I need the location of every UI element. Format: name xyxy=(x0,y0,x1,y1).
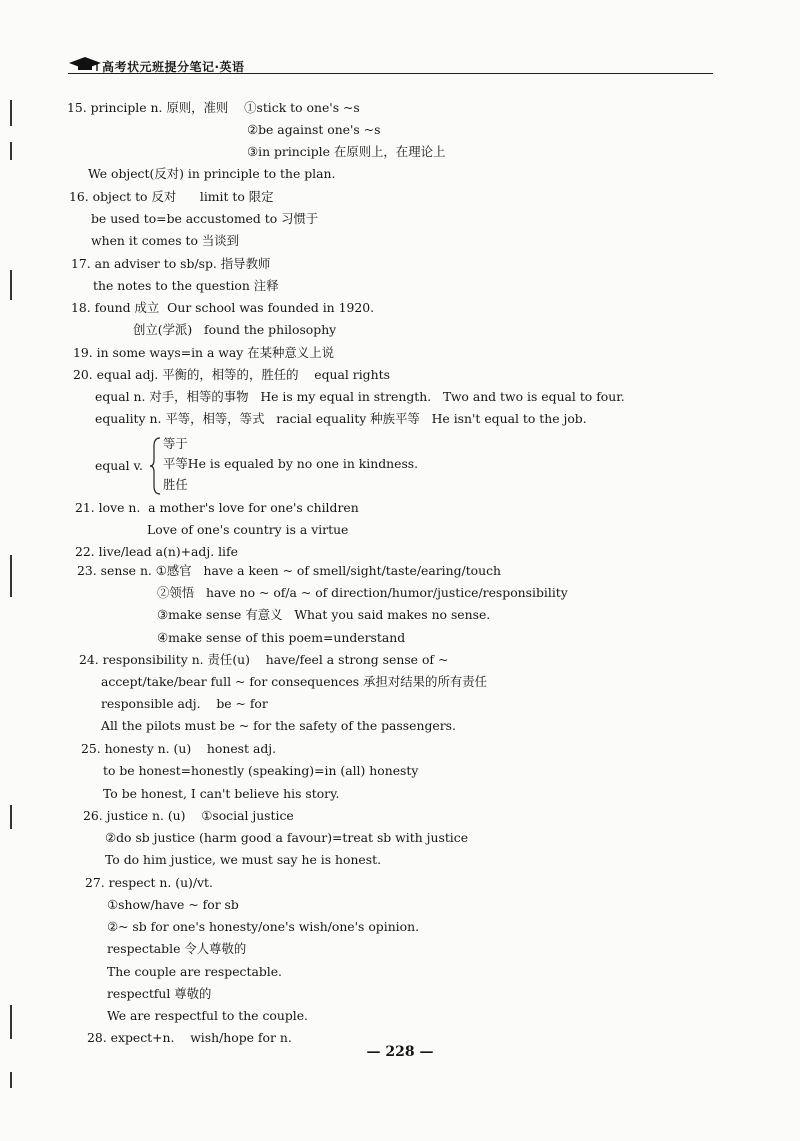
note-line: ③make sense 有意义 What you said makes no sense. xyxy=(157,607,491,622)
running-header xyxy=(68,54,713,76)
note-line: respectable 令人尊敬的 xyxy=(107,941,247,956)
note-line: accept/take/bear full ~ for consequences 承担对结果的所有责任 xyxy=(101,674,488,689)
note-line: 27. respect n. (u)/vt. xyxy=(85,875,213,890)
note-line: ②领悟 have no ~ of/a ~ of direction/humor/justice/responsibility xyxy=(157,585,568,600)
note-line: to be honest=honestly (speaking)=in (all) honesty xyxy=(103,763,419,778)
note-line: We are respectful to the couple. xyxy=(107,1008,308,1023)
note-line: 平等He is equaled by no one in kindness. xyxy=(163,456,419,471)
note-line: ②~ sb for one's honesty/one's wish/one's opinion. xyxy=(107,919,420,934)
binding-mark xyxy=(10,270,12,300)
note-line: 18. found 成立 Our school was founded in 1920. xyxy=(71,300,375,315)
binding-mark xyxy=(10,1072,12,1088)
brace-icon xyxy=(150,436,162,496)
binding-mark xyxy=(10,555,12,597)
header-rule xyxy=(68,73,713,74)
note-line: To be honest, I can't believe his story. xyxy=(103,786,340,801)
note-line: 22. live/lead a(n)+adj. life xyxy=(75,544,238,559)
note-line: responsible adj. be ~ for xyxy=(101,696,268,711)
note-line: 15. principle n. 原则，准则 ①stick to one's ~s xyxy=(67,100,360,115)
note-line: ③in principle 在原则上，在理论上 xyxy=(247,144,446,159)
graduation-cap-icon xyxy=(68,56,102,72)
note-line: be used to=be accustomed to 习惯于 xyxy=(91,211,319,226)
note-line: 20. equal adj. 平衡的，相等的，胜任的 equal rights xyxy=(73,367,390,382)
note-line: ①show/have ~ for sb xyxy=(107,897,239,912)
note-line: 19. in some ways=in a way 在某种意义上说 xyxy=(73,345,334,360)
note-line: ②be against one's ~s xyxy=(247,122,381,137)
note-line: ④make sense of this poem=understand xyxy=(157,630,406,645)
note-line: To do him justice, we must say he is honest. xyxy=(105,852,382,867)
note-line: the notes to the question 注释 xyxy=(93,278,279,293)
note-line: Love of one's country is a virtue xyxy=(147,522,349,537)
note-line: 17. an adviser to sb/sp. 指导教师 xyxy=(71,256,271,271)
page-number: — 228 — xyxy=(366,1044,434,1060)
note-line: 24. responsibility n. 责任(u) have/feel a strong sense of ~ xyxy=(79,652,449,667)
note-line: equality n. 平等，相等，等式 racial equality 种族平等 He isn't equal to the job. xyxy=(95,411,587,426)
note-line: respectful 尊敬的 xyxy=(107,986,212,1001)
note-line: 等于 xyxy=(163,436,188,451)
note-line: We object(反对) in principle to the plan. xyxy=(88,166,336,181)
binding-mark xyxy=(10,1005,12,1039)
binding-mark xyxy=(10,142,12,160)
note-line: equal v. xyxy=(95,458,144,473)
binding-mark xyxy=(10,100,12,126)
note-line: 26. justice n. (u) ①social justice xyxy=(83,808,294,823)
note-line: The couple are respectable. xyxy=(107,964,282,979)
note-line: 25. honesty n. (u) honest adj. xyxy=(81,741,277,756)
note-line: All the pilots must be ~ for the safety of the passengers. xyxy=(101,718,456,733)
note-line: when it comes to 当谈到 xyxy=(91,233,240,248)
note-line: 胜任 xyxy=(163,477,188,492)
note-line: ②do sb justice (harm good a favour)=treat sb with justice xyxy=(105,830,469,845)
note-line: 28. expect+n. wish/hope for n. xyxy=(87,1030,292,1045)
header-title: 高考状元班提分笔记·英语 xyxy=(102,60,245,74)
note-line: 创立(学派) found the philosophy xyxy=(133,322,337,337)
note-line: 16. object to 反对 limit to 限定 xyxy=(69,189,274,204)
binding-mark xyxy=(10,805,12,829)
note-line: equal n. 对手，相等的事物 He is my equal in strength. Two and two is equal to four. xyxy=(95,389,625,404)
note-line: 23. sense n. ①感官 have a keen ~ of smell/sight/taste/earing/touch xyxy=(77,563,502,578)
note-line: 21. love n. a mother's love for one's children xyxy=(75,500,359,515)
